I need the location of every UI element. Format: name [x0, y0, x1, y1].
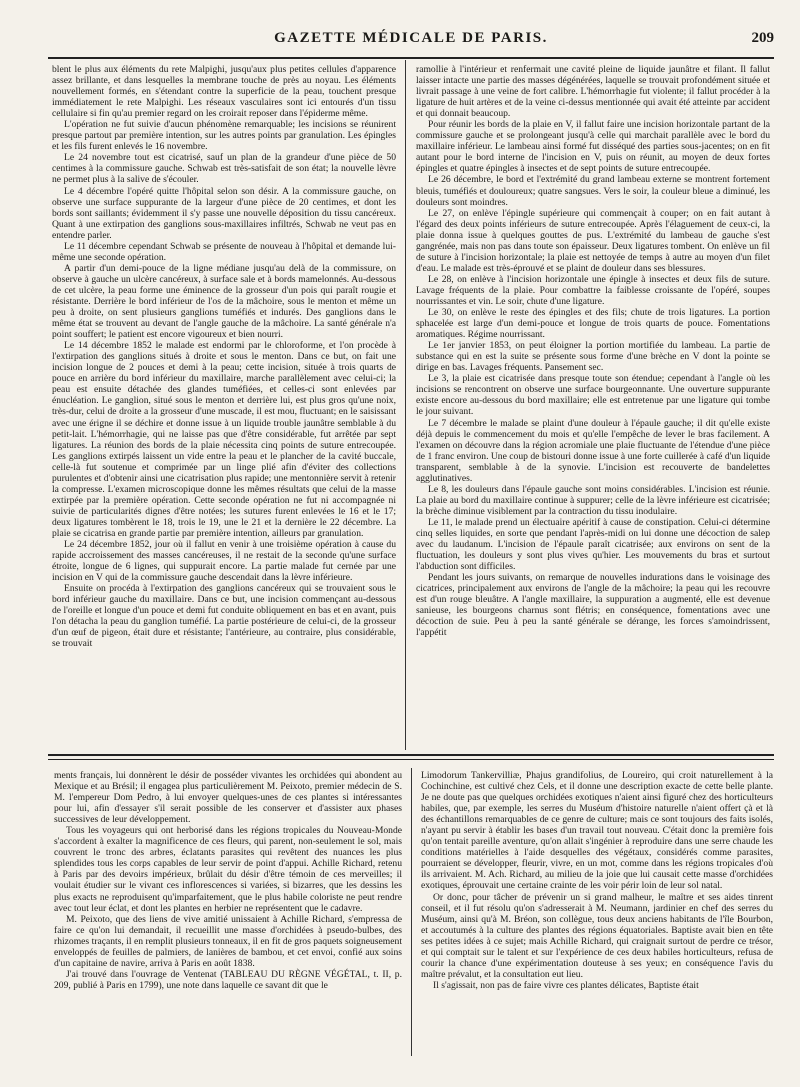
- paragraph: Le 14 décembre 1852 le malade est endormi par le chloroforme, et l'on procède à l'extirpation des ganglions situés à droite et sous le menton. Dans ce but, on fait une incision longue de 2 pouces et demi à la peau; cette incision, située à trois quarts de pouce en arrière du bord inférieur du maxillaire, marche parallèlement avec celui-ci; la peau est ensuite détachée des glandes tuméfiées, et celles-ci sont enlevées par énucléation. Le ganglion, situé sous le menton et derrière lui, est plus gros qu'une noix, très-dur, celui de droite a la grosseur d'une muscade, il est mou, fluctuant; en le saisissant avec une érigne il se déchire et donne issue à un liquide trouble jaunâtre semblable à du petit-lait. L'hémorrhagie, qui ne laisse pas que d'être considérable, fut arrêtée par sept ligatures. La réunion des bords de la plaie nécessita cinq points de suture entrecoupée. Les ganglions extirpés laissent un vide entre la peau et le plancher de la cavité buccale, celle-là fut soutenue et comprimée par un linge plié afin d'éviter des collections purulentes et d'obtenir ainsi une cicatrisation plus rapide; une mentonnière servit à retenir la compresse. L'examen microscopique donne les mêmes résultats que celui de la masse extirpée par la première opération. Cette seconde opération ne fut ni accompagnée ni suivie de particularités dignes d'être notées; les sutures furent enlevées le 16 et le 17; deux ligatures tombèrent le 18, trois le 19, une le 21 et la dernière le 22 décembre. La plaie se cicatrisa en grande partie par première intention, ailleurs par granulation.: [52, 340, 396, 539]
- paragraph: Le 30, on enlève le reste des épingles et des fils; chute de trois ligatures. La portion sphacelée est large d'un demi-pouce et longue de trois quarts de pouce. Fomentations aromatiques. Régime nourrissant.: [416, 307, 770, 341]
- paragraph: J'ai trouvé dans l'ouvrage de Ventenat (TABLEAU DU RÈGNE VÉGÉTAL, t. II, p. 209, publié à Paris en 1799), une note dans laquelle ce savant dit que le: [54, 968, 402, 991]
- column-top-right: [416, 64, 770, 750]
- paragraph: L'opération ne fut suivie d'aucun phénomène remarquable; les incisions se réunirent presque partout par première intention, sur les autres points par granulation. Les épingles et les fils furent enlevés le 16 novembre.: [52, 119, 396, 153]
- header-rule: [48, 57, 774, 59]
- feuilleton-rule: [48, 754, 774, 756]
- paragraph: A partir d'un demi-pouce de la ligne médiane jusqu'au delà de la commissure, on observe à gauche un ulcère cancéreux, à surface sale et à bords mamelonnés. Au-dessous de cet ulcère, la peau forme une éminence de la grosseur d'un pois qui paraît rougie et résistante. Derrière le bord inférieur de l'os de la mâchoire, sous le menton et même un peu à droite, on sent plusieurs ganglions tuméfiés et indurés. Des ganglions dans le même état se trouvent au devant de l'angle gauche de la mâchoire. La santé générale n'a point souffert; le patient est encore vigoureux et bien nourri.: [52, 262, 396, 341]
- journal-title: GAZETTE MÉDICALE DE PARIS.: [274, 30, 548, 46]
- paragraph: Le 1er janvier 1853, on peut éloigner la portion mortifiée du lambeau. La partie de substance qui en est la suite se présente sous forme d'une brèche en V dont la pointe se dirige en bas. Lavages fréquents. Pansement sec.: [416, 340, 770, 374]
- paragraph: M. Peixoto, que des liens de vive amitié unissaient à Achille Richard, s'empressa de faire ce qu'on lui demandait, il recueillit une masse d'orchidées à pseudo-bulbes, des rhizomes traçants, il en remplit plusieurs tonneaux, il en fit de gros paquets soigneusement enveloppés de feuilles de palmiers, de lanières de bambou, et cet envoi, confié aux soins d'un capitaine de navire, arriva à Paris en août 1838.: [54, 913, 402, 969]
- paragraph: Le 3, la plaie est cicatrisée dans presque toute son étendue; cependant à l'angle où les incisions se rencontrent on observe une surface bourgeonnante. Une ouverture suppurante existe encore au-dessous du bord maxillaire; elle est entretenue par une ligature qui tombe le jour suivant.: [416, 373, 770, 418]
- column-bottom-left: [54, 770, 402, 1056]
- column-bottom-right: [421, 770, 773, 1056]
- paragraph: Le 28, on enlève à l'incision horizontale une épingle à insectes et deux fils de suture. Lavage fréquents de la plaie. Pour combattre la faiblesse croissante de l'opéré, soupes nourrissantes et vin. Le soir, chute d'une ligature.: [416, 273, 770, 307]
- running-head: [48, 30, 774, 50]
- paragraph: Pendant les jours suivants, on remarque de nouvelles indurations dans le voisinage des cicatrices, principalement aux environs de l'angle de la mâchoire; la peau qui les recouvre est d'un rouge bleuâtre. A l'angle maxillaire, la suppuration a augmenté, elle est devenue sanieuse, les bourgeons charnus sont flétris; en conséquence, fomentations avec une décoction de suie. Peu à peu la santé générale se dérange, les forces s'amoindrissent, l'appétit: [416, 572, 770, 639]
- paragraph: ramollie à l'intérieur et renfermait une cavité pleine de liquide jaunâtre et filant. Il fallut laisser intacte une partie des masses dégénérées, laquelle se trouvait profondément située et livrait passage à une veine de fort calibre. L'hémorrhagie fut violente; il fallut procéder à la ligature de huit artères et de la veine ci-dessus mentionnée qui avait été atteinte par accident et qui donnait beaucoup.: [416, 64, 770, 120]
- paragraph: Ensuite on procéda à l'extirpation des ganglions cancéreux qui se trouvaient sous le bord inférieur gauche du maxillaire. Dans ce but, une incision commençant au-dessous de l'oreille et longue d'un pouce et demi fut conduite obliquement en bas et en avant, puis l'on détacha la peau du ganglion tuméfié. La partie postérieure de celui-ci, de la grosseur d'un œuf de pigeon, était dure et résistante; l'antérieure, au contraire, plus considérable, se trouvait: [52, 583, 396, 650]
- column-divider: [405, 60, 406, 750]
- column-top-left: [52, 64, 396, 744]
- paragraph: Le 8, les douleurs dans l'épaule gauche sont moins considérables. L'incision est réunie. La plaie au bord du maxillaire continue à suppurer; celle de la lèvre inférieure est cicatrisée; la brèche diminue visiblement par la contraction du tissu inodulaire.: [416, 483, 770, 517]
- feuilleton-rule-thin: [48, 759, 774, 760]
- paragraph: Le 11, le malade prend un électuaire apéritif à cause de constipation. Celui-ci détermine cinq selles liquides, en sorte que pendant l'après-midi on lui donne une décoction de salep avec du laudanum. L'incision de l'épaule paraît cicatrisée; aux environs on sent de la fluctuation, les douleurs y sont plus vives qu'hier. Les mouvements du bras et surtout l'abduction sont difficiles.: [416, 516, 770, 573]
- paragraph: Le 4 décembre l'opéré quitte l'hôpital selon son désir. A la commissure gauche, on observe une surface suppurante de la largeur d'une pièce de 20 centimes, et dont les bords sont saillants; évidemment il s'y passe une nouvelle déposition du tissu cancéreux. Quant à une extirpation des ganglions sous-maxillaires infiltrés, Schwab ne veut pas en entendre parler.: [52, 185, 396, 241]
- paragraph: Le 27, on enlève l'épingle supérieure qui commençait à couper; on en fait autant à l'égard des deux points inférieurs de suture entrecoupée. Après l'élaguement de ceux-ci, la plaie donna issue à quelques gouttes de pus. L'extrémité du lambeau de gauche s'est gangrénée, mais non pas dans toute son épaisseur. Deux ligatures tombent. On enlève un fil de suture à l'incision horizontale; la plaie est nettoyée de temps à autre au moyen d'un filet d'eau. Le malade est très-éprouvé et se plaint de douleur dans ses blessures.: [416, 207, 770, 274]
- column-divider-bottom: [411, 768, 412, 1056]
- paragraph: Le 24 décembre 1852, jour où il fallut en venir à une troisième opération à cause du rapide accroissement des masses cancéreuses, il ne restait de la seconde qu'une surface étroite, longue de 6 lignes, qui suppurait encore. La partie malade fut cernée par une incision en V qui de la commissure gauche descendait dans la lèvre inférieure.: [52, 539, 396, 584]
- paragraph: Il s'agissait, non pas de faire vivre ces plantes délicates, Baptiste était: [433, 979, 699, 991]
- paragraph: Limodorum Tankervilliæ, Phajus grandifolius, de Loureiro, qui croit naturellement à la Cochinchine, est cultivé chez Cels, et il donne une description exacte de cette belle plante. Je ne doute pas que quelques orchidées exotiques n'aient ainsi figuré chez des horticulteurs habiles, que, par exemple, les serres du Muséum d'histoire naturelle n'aient offert çà et là des échantillons remarquables de ce genre de culture; mais ce sont toujours des faits isolés, n'ayant pu servir à établir les bases d'un travail tout nouveau. C'était donc la première fois qu'on tentait pareille aventure, qu'on allait s'ingénier à reproduire dans une serre chaude les conditions matérielles à l'aide desquelles des végétaux, considérés comme parasites, pourraient se développer, fleurir, vivre, en un mot, comme dans les régions tropicales d'où ils arrivaient. M. Ach. Richard, au milieu de la joie que lui causait cette masse d'orchidées exotiques, éprouvait une certaine crainte de les voir périr loin de leur sol natal.: [421, 770, 773, 892]
- paragraph: Le 24 novembre tout est cicatrisé, sauf un plan de la grandeur d'une pièce de 50 centimes à la commissure gauche. Schwab est très-satisfait de son état; la nouvelle lèvre ne permet plus à la salive de s'écouler.: [52, 152, 396, 186]
- page-number: 209: [751, 30, 774, 46]
- paragraph: Le 7 décembre le malade se plaint d'une douleur à l'épaule gauche; il dit qu'elle existe déjà depuis le commencement du mois et qu'elle l'empêche de lever le bras facilement. A l'examen on découvre dans la région acromiale une plaie fluctuante de l'étendue d'une pièce de 1 franc environ. Une coup de bistouri donne issue à une forte cuillerée à café d'un liquide transparent, semblable à de la synovie. L'incision est recouverte de bandelettes agglutinatives.: [416, 417, 770, 484]
- paragraph: ments français, lui donnèrent le désir de posséder vivantes les orchidées qui abondent au Mexique et au Brésil; il engagea plus particulièrement M. Peixoto, premier médecin de S. M. l'empereur Dom Pedro, à lui envoyer quelques-unes de ces plantes si intéressantes pour lui, afin d'essayer s'il serait possible de les conserver et d'assister aux phases successives de leur développement.: [54, 770, 402, 826]
- paragraph: Tous les voyageurs qui ont herborisé dans les régions tropicales du Nouveau-Monde s'accordent à exalter la magnificence de ces fleurs, qui parent, non-seulement le sol, mais couvrent le tronc des arbres, éclatants parasites qui revêtent des nuances les plus splendides tous les corps capables de leur servir de point d'appui. Achille Richard, retenu à Paris par des devoirs impérieux, brûlait du désir d'être témoin de ces merveilles; il voulait étudier sur le vivant ces inflorescences si variées, si bizarres, que les dessins les plus exacts ne reproduisent qu'imparfaitement, que le plus habile coloriste ne peut rendre avec tout leur éclat, et dont les plantes en herbier ne représentent que le cadavre.: [54, 825, 402, 914]
- paragraph: Pour réunir les bords de la plaie en V, il fallut faire une incision horizontale partant de la commissure gauche et se prolongeant jusqu'à celle qui marchait parallèle avec le bord du maxillaire inférieur. Le lambeau ainsi formé fut disséqué des parties sous-jacentes; on en fit autant pour le bord interne de l'incision en V, puis on réunit, au moyen de deux fortes épingles et quatre épingles à insectes et de sept points de suture entrecoupée.: [416, 119, 770, 175]
- paragraph: Le 26 décembre, le bord et l'extrémité du grand lambeau externe se montrent fortement bleuis, tuméfiés et douloureux; quatre sangsues. Vers le soir, la couleur bleue a diminué, les douleurs sont moindres.: [416, 174, 770, 208]
- paragraph: Or donc, pour tâcher de prévenir un si grand malheur, le maître et ses aides tinrent conseil, et il fut résolu qu'on s'adresserait à M. Neumann, jardinier en chef des serres du Muséum, ainsi qu'à M. Bréon, son collègue, tous deux anciens habitants de l'île Bourbon, et accoutumés à la culture des plantes des régions équatoriales. Baptiste avait bien en tête ses petites idées à ce sujet; mais Achille Richard, qui craignait surtout de perdre ce trésor, et qui comptait sur le talent et sur l'expérience de ces deux habiles horticulteurs, refusa de courir la chance d'une expérimentation douteuse à ses yeux; en conséquence l'avis du maître prévalut, et la consultation eut lieu.: [421, 891, 773, 980]
- paragraph: blent le plus aux éléments du rete Malpighi, jusqu'aux plus petites cellules d'apparence assez brillante, et dans lesquelles la membrane touche de près au noyau. Les éléments nouvellement formés, en s'étendant contre la superficie de la peau, touchent presque immédiatement le rete Malpighi. Les réseaux vasculaires sont ici entourés d'un tissu cellulaire si fin qu'au premier regard on les croirait reposer dans l'épiderme même.: [52, 64, 396, 120]
- paragraph: Le 11 décembre cependant Schwab se présente de nouveau à l'hôpital et demande lui-même une seconde opération.: [52, 240, 396, 263]
